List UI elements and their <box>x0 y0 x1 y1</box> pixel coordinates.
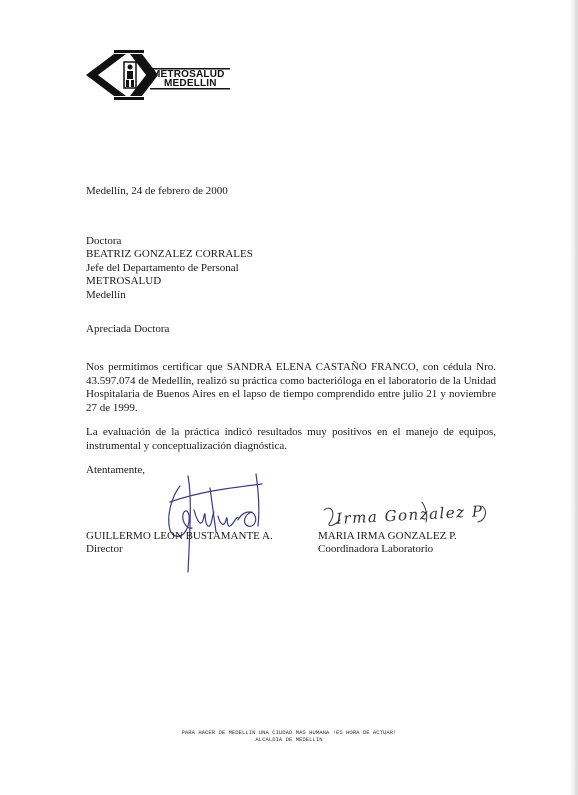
footer-slogan: PARA HACER DE MEDELLIN UNA CIUDAD MAS HUMANA !ES HORA DE ACTUAR! <box>181 729 397 736</box>
coordinator-name: MARIA IRMA GONZALEZ P. <box>318 530 457 542</box>
recipient-line: METROSALUD <box>86 275 162 287</box>
scanned-page-edge <box>570 0 578 795</box>
paragraph-line: 27 de 1999. <box>86 401 138 414</box>
coordinator-signature-text: Irma Gonzalez P <box>335 502 484 528</box>
recipient-line: Jefe del Departamento de Personal <box>86 262 239 274</box>
footer-institution: ALCALDIA DE MEDELLIN <box>255 736 323 743</box>
paragraph-line: La evaluación de la práctica indicó resultados muy positivos en el manejo de equipos, <box>86 426 496 438</box>
recipient-line: Medellín <box>86 289 126 301</box>
coordinator-signature <box>322 500 492 532</box>
body-paragraph-2 <box>86 426 496 453</box>
director-name: GUILLERMO LEON BUSTAMANTE A. <box>86 530 273 542</box>
paragraph-line: 43.597.074 de Medellín, realizó su práctica como bacterióloga en el laboratorio de la Unidad <box>86 374 496 387</box>
body-paragraph-1 <box>86 361 496 415</box>
metrosalud-logo <box>86 48 246 106</box>
recipient-line: BEATRIZ GONZALEZ CORRALES <box>86 248 253 260</box>
logo-text-metrosalud: METROSALUD <box>152 69 225 80</box>
director-title: Director <box>86 543 123 555</box>
coordinator-title: Coordinadora Laboratorio <box>318 543 434 555</box>
recipient-line: Doctora <box>86 235 122 247</box>
director-signature <box>158 468 276 578</box>
letter-date: Medellín, 24 de febrero de 2000 <box>86 185 228 197</box>
logo-text-medellin: MEDELLIN <box>164 78 217 89</box>
paragraph-line: instrumental y conceptualización diagnóstica. <box>86 439 287 452</box>
closing: Atentamente, <box>86 464 145 476</box>
salutation: Apreciada Doctora <box>86 323 170 335</box>
paragraph-line: Hospitalaria de Buenos Aires en el lapso de tiempo comprendido entre julio 21 y noviembre <box>86 388 496 400</box>
paragraph-line: Nos permitimos certificar que SANDRA ELENA CASTAÑO FRANCO, con cédula Nro. <box>86 361 496 373</box>
